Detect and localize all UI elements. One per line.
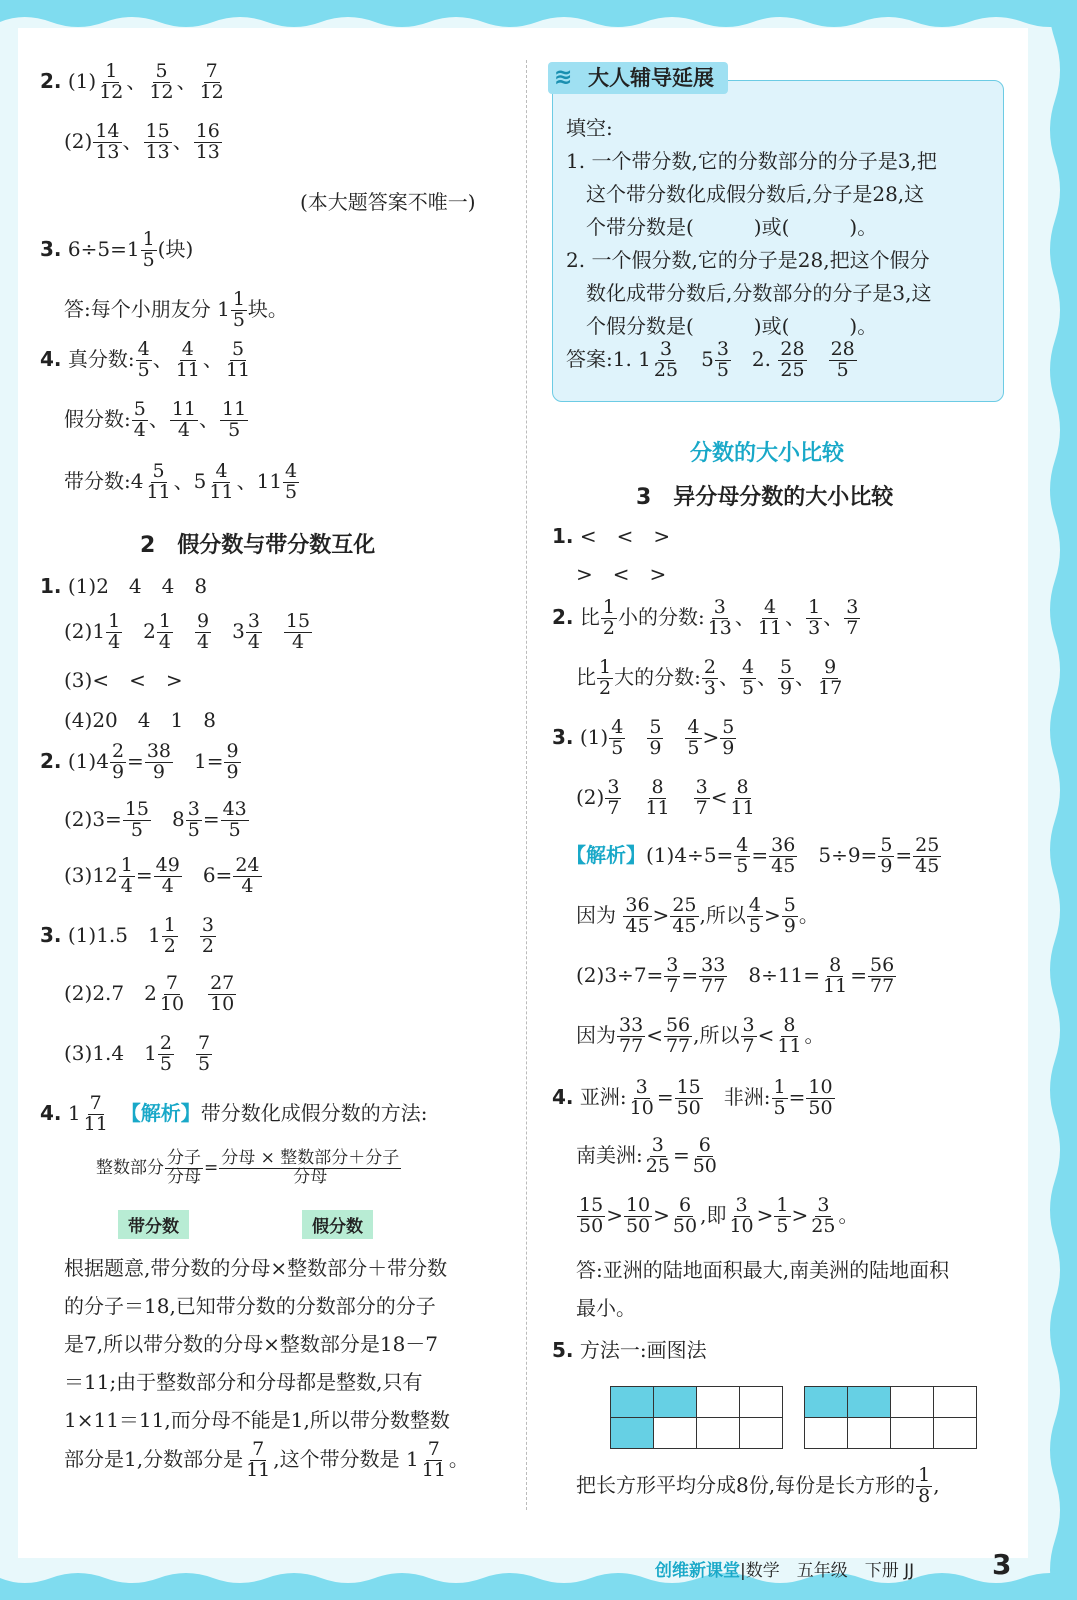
fraction: $\frac{4}{11}$ [209, 460, 234, 503]
para-line-6: 部分是1,分数部分是 $\frac{7}{11}$ ,这个带分数是 1 $\frac{7}{11}$ 。 [64, 1438, 469, 1481]
answer-left-3: 3. 6÷5=1 $\frac{1}{5}$ (块) [40, 228, 194, 271]
fraction: $\frac{56}{77}$ [870, 954, 895, 997]
fraction: $\frac{3}{7}$ [666, 954, 679, 997]
c5-title: 5. 方法一:画图法 [552, 1338, 707, 1362]
fraction: $\frac{9}{9}$ [226, 740, 239, 783]
b1-line3: (3)< < > [64, 668, 183, 692]
fraction: $\frac{6}{50}$ [692, 1134, 717, 1177]
fraction: $\frac{4}{5}$ [611, 716, 624, 759]
c3-line2: (2) $\frac{3}{7}$ $\frac{8}{11}$ $\frac{3}{7}$ < $\frac{8}{11}$ [576, 776, 755, 819]
fraction: $\frac{56}{77}$ [665, 1014, 691, 1057]
answer-left-4-improper: 假分数: $\frac{5}{4}$ 、 $\frac{11}{4}$ 、 $\frac{11}{5}$ [64, 398, 247, 441]
b1-line4: (4)20 4 1 8 [64, 708, 216, 732]
pill-improper-fraction: 假分数 [302, 1210, 373, 1239]
fraction: $\frac{5}{11}$ [225, 338, 251, 381]
fraction: $\frac{7}{11}$ [83, 1092, 108, 1135]
guide-line-3: 这个带分数化成假分数后,分子是28,这 [566, 182, 925, 206]
fraction: $\frac{43}{5}$ [222, 798, 247, 841]
fraction: $\frac{3}{25}$ [653, 338, 679, 381]
para-line-5: 1×11＝11,而分母不能是1,所以带分数整数 [64, 1408, 450, 1432]
fraction: $\frac{5}{9}$ [780, 656, 793, 699]
guide-line-5: 2. 一个假分数,它的分子是28,把这个假分 [566, 248, 930, 272]
guide-line-7: 个假分数是( )或( )。 [566, 314, 878, 338]
para-line-4: ＝11;由于整数部分和分母都是整数,只有 [64, 1370, 423, 1394]
fraction: $\frac{15}{50}$ [579, 1194, 604, 1237]
fraction: $\frac{28}{25}$ [780, 338, 805, 381]
fraction: $\frac{1}{2}$ [163, 914, 176, 957]
fraction: $\frac{3}{10}$ [629, 1076, 654, 1119]
pill-mixed-number: 带分数 [118, 1210, 189, 1239]
section-title-3: 3 异分母分数的大小比较 [636, 485, 894, 510]
fraction: $\frac{1}{5}$ [142, 228, 155, 271]
fraction: $\frac{15}{13}$ [145, 120, 170, 163]
fraction: $\frac{10}{50}$ [625, 1194, 651, 1237]
fraction: $\frac{3}{25}$ [645, 1134, 670, 1177]
fraction: $\frac{27}{10}$ [210, 972, 235, 1015]
c3-analysis-3: (2)3÷7= $\frac{3}{7}$ = $\frac{33}{77}$ 8÷11= $\frac{8}{11}$ = $\frac{56}{77}$ [576, 954, 895, 997]
fraction: $\frac{4}{5}$ [687, 716, 700, 759]
bottom-wave-border [0, 1560, 1077, 1600]
answer-left-3-sentence: 答:每个小朋友分 1 $\frac{1}{5}$ 块。 [64, 288, 288, 331]
para-line-1: 根据题意,带分数的分母×整数部分＋带分数 [64, 1256, 448, 1280]
guide-header: ≋ 大人辅导延展 [548, 62, 728, 94]
fraction: $\frac{9}{17}$ [818, 656, 843, 699]
fraction: $\frac{3}{7}$ [607, 776, 620, 819]
guide-line-4: 个带分数是( )或( )。 [566, 215, 878, 239]
fraction: $\frac{2}{5}$ [159, 1032, 172, 1075]
answer-left-2: 2. (1) $\frac{1}{12}$ 、 $\frac{5}{12}$ 、 $\frac{7}{12}$ [40, 60, 224, 103]
fraction: $\frac{5}{9}$ [880, 834, 893, 877]
fraction: $\frac{1}{5}$ [773, 1076, 786, 1119]
fraction: $\frac{5}{9}$ [783, 894, 796, 937]
fraction: $\frac{1}{3}$ [808, 596, 821, 639]
fraction: $\frac{3}{5}$ [187, 798, 200, 841]
fraction: $\frac{7}{10}$ [159, 972, 185, 1015]
b2-line3: (3)12 $\frac{1}{4}$ = $\frac{49}{4}$ 6= $\frac{24}{4}$ [64, 854, 260, 897]
fraction: $\frac{8}{11}$ [777, 1014, 802, 1057]
c4-answer-1: 答:亚洲的陆地面积最大,南美洲的陆地面积 [576, 1258, 950, 1282]
fraction: $\frac{1}{12}$ [99, 60, 124, 103]
fraction: $\frac{4}{5}$ [736, 834, 749, 877]
fraction: $\frac{3}{25}$ [811, 1194, 836, 1237]
fraction: $\frac{1}{5}$ [232, 288, 245, 331]
answer-left-4-proper: 4. 真分数: $\frac{4}{5}$ 、 $\frac{4}{11}$ 、 $\frac{5}{11}$ [40, 338, 251, 381]
fraction: $\frac{11}{4}$ [171, 398, 197, 441]
unit-title: 分数的大小比较 [690, 441, 845, 466]
fraction: $\frac{3}{13}$ [707, 596, 732, 639]
fraction: $\frac{3}{10}$ [729, 1194, 754, 1237]
fraction: $\frac{15}{5}$ [124, 798, 149, 841]
fraction: $\frac{24}{4}$ [235, 854, 260, 897]
c4-line2: 南美洲: $\frac{3}{25}$ = $\frac{6}{50}$ [576, 1134, 717, 1177]
fraction: $\frac{4}{5}$ [137, 338, 150, 381]
fraction: $\frac{9}{4}$ [197, 610, 210, 653]
fraction: $\frac{7}{12}$ [199, 60, 224, 103]
c3-analysis-1: 【解析】(1)4÷5= $\frac{4}{5}$ = $\frac{36}{45}$ 5÷9= $\frac{5}{9}$ = $\frac{25}{45}$ [566, 834, 940, 877]
fraction: $\frac{4}{11}$ [757, 596, 783, 639]
fraction: $\frac{8}{11}$ [730, 776, 755, 819]
fraction: $\frac{4}{5}$ [285, 460, 298, 503]
fraction: $\frac{15}{4}$ [285, 610, 311, 653]
fraction: $\frac{1}{8}$ [918, 1464, 931, 1507]
c2-line2: 比 $\frac{1}{2}$ 大的分数: $\frac{2}{3}$ 、 $\frac{4}{5}$ 、 $\frac{5}{9}$ 、 $\frac{9}{17}$ [576, 656, 843, 699]
b2-line1: 2. (1)4 $\frac{2}{9}$ = $\frac{38}{9}$ 1= $\frac{9}{9}$ [40, 740, 239, 783]
c4-answer-2: 最小。 [576, 1296, 636, 1320]
answer-left-2-part2: (2) $\frac{14}{13}$ 、 $\frac{15}{13}$ 、 $\frac{16}{13}$ [64, 120, 220, 163]
c2-line1: 2. 比 $\frac{1}{2}$ 小的分数: $\frac{3}{13}$ 、 $\frac{4}{11}$ 、 $\frac{1}{3}$ 、 $\frac{3}{7}$ [552, 596, 859, 639]
b2-line2: (2)3= $\frac{15}{5}$ 8 $\frac{3}{5}$ = $\frac{43}{5}$ [64, 798, 247, 841]
rectangle-grid-1 [610, 1386, 783, 1449]
fraction: $\frac{3}{4}$ [247, 610, 260, 653]
fraction: $\frac{16}{13}$ [195, 120, 220, 163]
waves-icon: ≋ [554, 65, 573, 90]
fraction: $\frac{5}{4}$ [133, 398, 146, 441]
fraction: $\frac{49}{4}$ [155, 854, 180, 897]
fraction: $\frac{25}{45}$ [915, 834, 940, 877]
fraction: $\frac{5}{9}$ [649, 716, 662, 759]
b3-line1: 3. (1)1.5 1 $\frac{1}{2}$ $\frac{3}{2}$ [40, 914, 214, 957]
guide-line-6: 数化成带分数后,分数部分的分子是3,这 [566, 281, 932, 305]
fraction: $\frac{14}{13}$ [95, 120, 120, 163]
fraction: $\frac{4}{11}$ [175, 338, 200, 381]
fraction: $\frac{4}{5}$ [741, 656, 755, 699]
c3-analysis-2: 因为 $\frac{36}{45}$ > $\frac{25}{45}$ ,所以 $\frac{4}{5}$ > $\frac{5}{9}$ 。 [576, 894, 819, 937]
fraction: $\frac{1}{4}$ [158, 610, 171, 653]
column-divider [526, 60, 527, 1510]
fraction: $\frac{8}{11}$ [645, 776, 670, 819]
c4-line3: $\frac{15}{50}$ > $\frac{10}{50}$ > $\frac{6}{50}$ ,即 $\frac{3}{10}$ > $\frac{1}{5}$ > $\frac{3}{25}$ 。 [579, 1194, 859, 1237]
c5-text: 把长方形平均分成8份,每份是长方形的 $\frac{1}{8}$ , [576, 1464, 940, 1507]
b4-line1: 4. 1 $\frac{7}{11}$ 【解析】带分数化成假分数的方法: [40, 1092, 428, 1135]
fraction: $\frac{6}{50}$ [672, 1194, 698, 1237]
b1-line1: 1. (1)2 4 4 8 [40, 574, 208, 598]
answer-left-4-mixed: 带分数:4 $\frac{5}{11}$ 、5 $\frac{4}{11}$ 、11 $\frac{4}{5}$ [64, 460, 298, 503]
fraction: $\frac{1}{4}$ [108, 610, 121, 653]
fraction: $\frac{33}{77}$ [701, 954, 726, 997]
page-number: 3 [992, 1548, 1012, 1581]
b3-line3: (3)1.4 1 $\frac{2}{5}$ $\frac{7}{5}$ [64, 1032, 211, 1075]
fraction: $\frac{2}{9}$ [111, 740, 125, 783]
fraction: $\frac{10}{50}$ [808, 1076, 833, 1119]
fraction: $\frac{5}{12}$ [149, 60, 174, 103]
guide-line-2: 1. 一个带分数,它的分数部分的分子是3,把 [566, 149, 937, 173]
c4-line1: 4. 亚洲: $\frac{3}{10}$ = $\frac{15}{50}$ 非洲: $\frac{1}{5}$ = $\frac{10}{50}$ [552, 1076, 833, 1119]
fraction: $\frac{5}{9}$ [722, 716, 735, 759]
rectangle-grid-2 [804, 1386, 977, 1449]
fraction: $\frac{4}{5}$ [748, 894, 761, 937]
fraction: $\frac{36}{45}$ [625, 894, 650, 937]
note-not-unique: (本大题答案不唯一) [300, 190, 476, 214]
c1-line1: 1. < < > [552, 524, 671, 548]
fraction: $\frac{3}{2}$ [201, 914, 214, 957]
guide-line-1: 填空: [566, 116, 613, 140]
fraction: $\frac{\text{分母 × 整数部分＋分子}}{\text{分母}}$ [221, 1148, 400, 1187]
footer: 创维新课堂|数学 五年级 下册 JJ [655, 1561, 915, 1581]
fraction: $\frac{7}{11}$ [421, 1438, 446, 1481]
guide-answer: 答案:1. 1 $\frac{3}{25}$ 5 $\frac{3}{5}$ 2. $\frac{28}{25}$ $\frac{28}{5}$ [566, 338, 855, 381]
fraction: $\frac{3}{5}$ [716, 338, 729, 381]
fraction: $\frac{1}{2}$ [599, 656, 612, 699]
fraction: $\frac{11}{5}$ [222, 398, 247, 441]
para-line-3: 是7,所以带分数的分母×整数部分是18－7 [64, 1332, 439, 1356]
fraction: $\frac{33}{77}$ [619, 1014, 644, 1057]
fraction: $\frac{1}{5}$ [776, 1194, 789, 1237]
c3-line1: 3. (1) $\frac{4}{5}$ $\frac{5}{9}$ $\frac{4}{5}$ > $\frac{5}{9}$ [552, 716, 735, 759]
fraction: $\frac{7}{11}$ [246, 1438, 271, 1481]
fraction: $\frac{5}{11}$ [146, 460, 171, 503]
b1-line2: (2)1 $\frac{1}{4}$ 2 $\frac{1}{4}$ $\frac{9}{4}$ 3 $\frac{3}{4}$ $\frac{15}{4}$ [64, 610, 311, 653]
fraction: $\frac{38}{9}$ [146, 740, 171, 783]
fraction: $\frac{15}{50}$ [676, 1076, 701, 1119]
fraction: $\frac{8}{11}$ [823, 954, 848, 997]
fraction: $\frac{1}{2}$ [602, 596, 615, 639]
fraction: $\frac{7}{5}$ [197, 1032, 211, 1075]
para-line-2: 的分子＝18,已知带分数的分数部分的分子 [64, 1294, 436, 1318]
formula: 整数部分 $\frac{\text{分子}}{\text{分母}}$ = $\frac{\text{分母 × 整数部分＋分子}}{\text{分母}}$ [96, 1148, 400, 1187]
right-wave-border [1027, 0, 1077, 1600]
fraction: $\frac{\text{分子}}{\text{分母}}$ [167, 1148, 201, 1187]
fraction: $\frac{3}{7}$ [742, 1014, 755, 1057]
fraction: $\frac{3}{7}$ [846, 596, 859, 639]
section-title-2: 2 假分数与带分数互化 [140, 533, 376, 558]
fraction: $\frac{28}{5}$ [830, 338, 855, 381]
fraction: $\frac{25}{45}$ [672, 894, 697, 937]
c1-line2: > < > [576, 562, 667, 586]
fraction: $\frac{36}{45}$ [771, 834, 796, 877]
fraction: $\frac{2}{3}$ [703, 656, 716, 699]
fraction: $\frac{3}{7}$ [695, 776, 708, 819]
fraction: $\frac{1}{4}$ [120, 854, 133, 897]
b3-line2: (2)2.7 2 $\frac{7}{10}$ $\frac{27}{10}$ [64, 972, 235, 1015]
c3-analysis-4: 因为 $\frac{33}{77}$ < $\frac{56}{77}$ ,所以 $\frac{3}{7}$ < $\frac{8}{11}$ 。 [576, 1014, 825, 1057]
